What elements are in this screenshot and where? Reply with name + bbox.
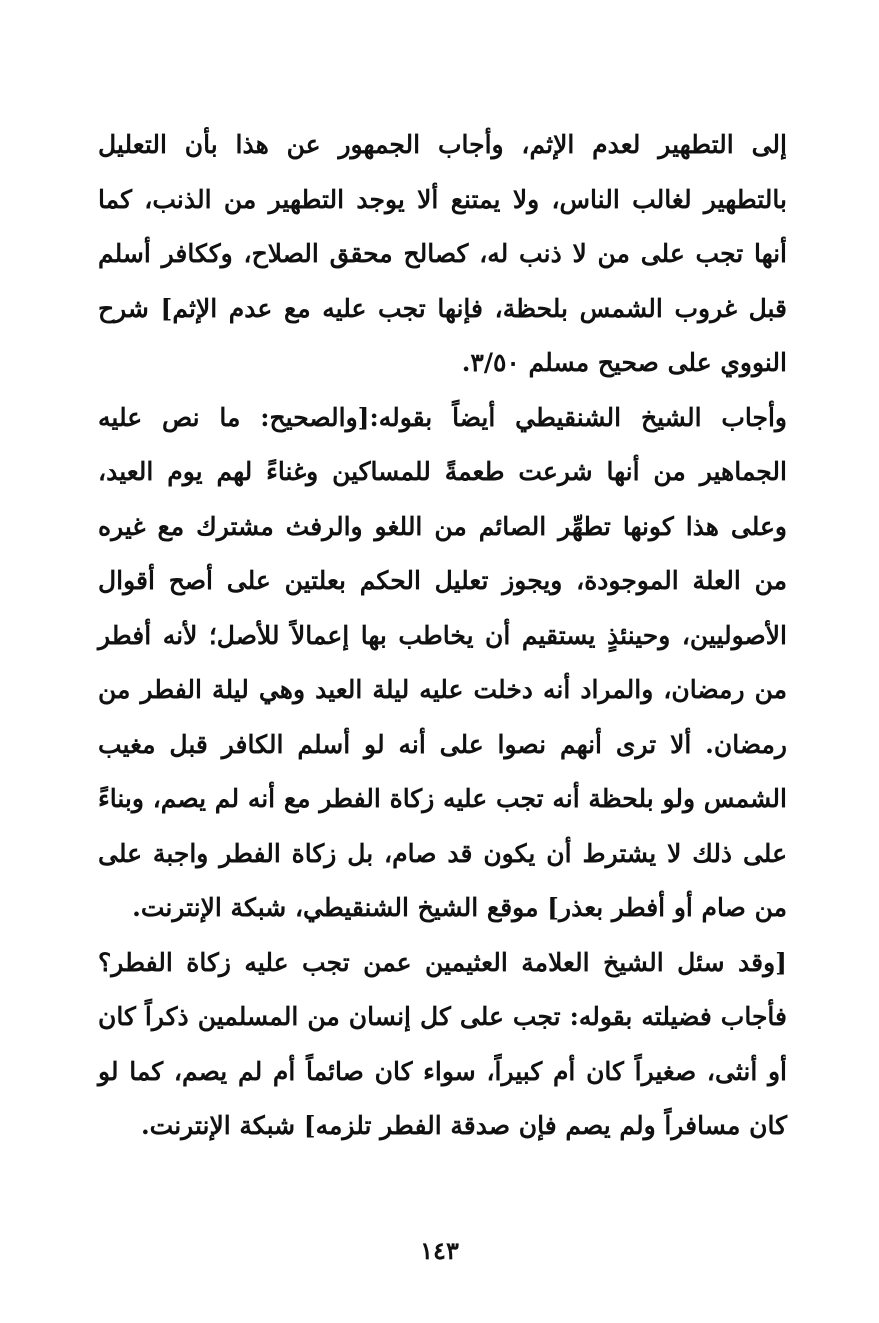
paragraph-uthaymeen-fatwa: [وقد سئل الشيخ العلامة العثيمين عمن تجب عليه زكاة الفطر؟ فأجاب فضيلته بقوله: تجب على كل إنسان من المسلمين ذكراً كان أو أنثى، صغيراً كان أم كبيراً، سواء كان صائماً أم لم يصم، كما لو كان مسافراً ولم يصم فإن صدقة الفطر تلزمه] شبكة الإنترنت. — [98, 947, 787, 1140]
page-number: ١٤٣ — [420, 1236, 459, 1265]
body-text — [98, 118, 787, 1154]
paragraph-nawawi-quote: إلى التطهير لعدم الإثم، وأجاب الجمهور عن هذا بأن التعليل بالتطهير لغالب الناس، ولا يمتنع ألا يوجد التطهير من الذنب، كما أنها تجب على من لا ذنب له، كصالح محقق الصلاح، وككافر أسلم قبل غروب الشمس بلحظة، فإنها تجب عليه مع عدم الإثم] شرح النووي على صحيح مسلم ٣/٥٠. — [98, 130, 787, 377]
paragraph-shinqiti-quote: وأجاب الشيخ الشنقيطي أيضاً بقوله:[والصحيح: ما نص عليه الجماهير من أنها شرعت طعمةً للمساكين وغناءً لهم يوم العيد، وعلى هذا كونها تطهِّر الصائم من اللغو والرفث مشترك مع غيره من العلة الموجودة، ويجوز تعليل الحكم بعلتين على أصح أقوال الأصوليين، وحينئذٍ يستقيم أن يخاطب بها إعمالاً للأصل؛ لأنه أفطر من رمضان، والمراد أنه دخلت عليه ليلة العيد وهي ليلة الفطر من رمضان. ألا ترى أنهم نصوا على أنه لو أسلم الكافر قبل مغيب الشمس ولو بلحظة أنه تجب عليه زكاة الفطر مع أنه لم يصم، وبناءً على ذلك لا يشترط أن يكون قد صام، بل زكاة الفطر واجبة على من صام أو أفطر بعذر] موقع الشيخ الشنقيطي، شبكة الإنترنت. — [98, 402, 787, 922]
